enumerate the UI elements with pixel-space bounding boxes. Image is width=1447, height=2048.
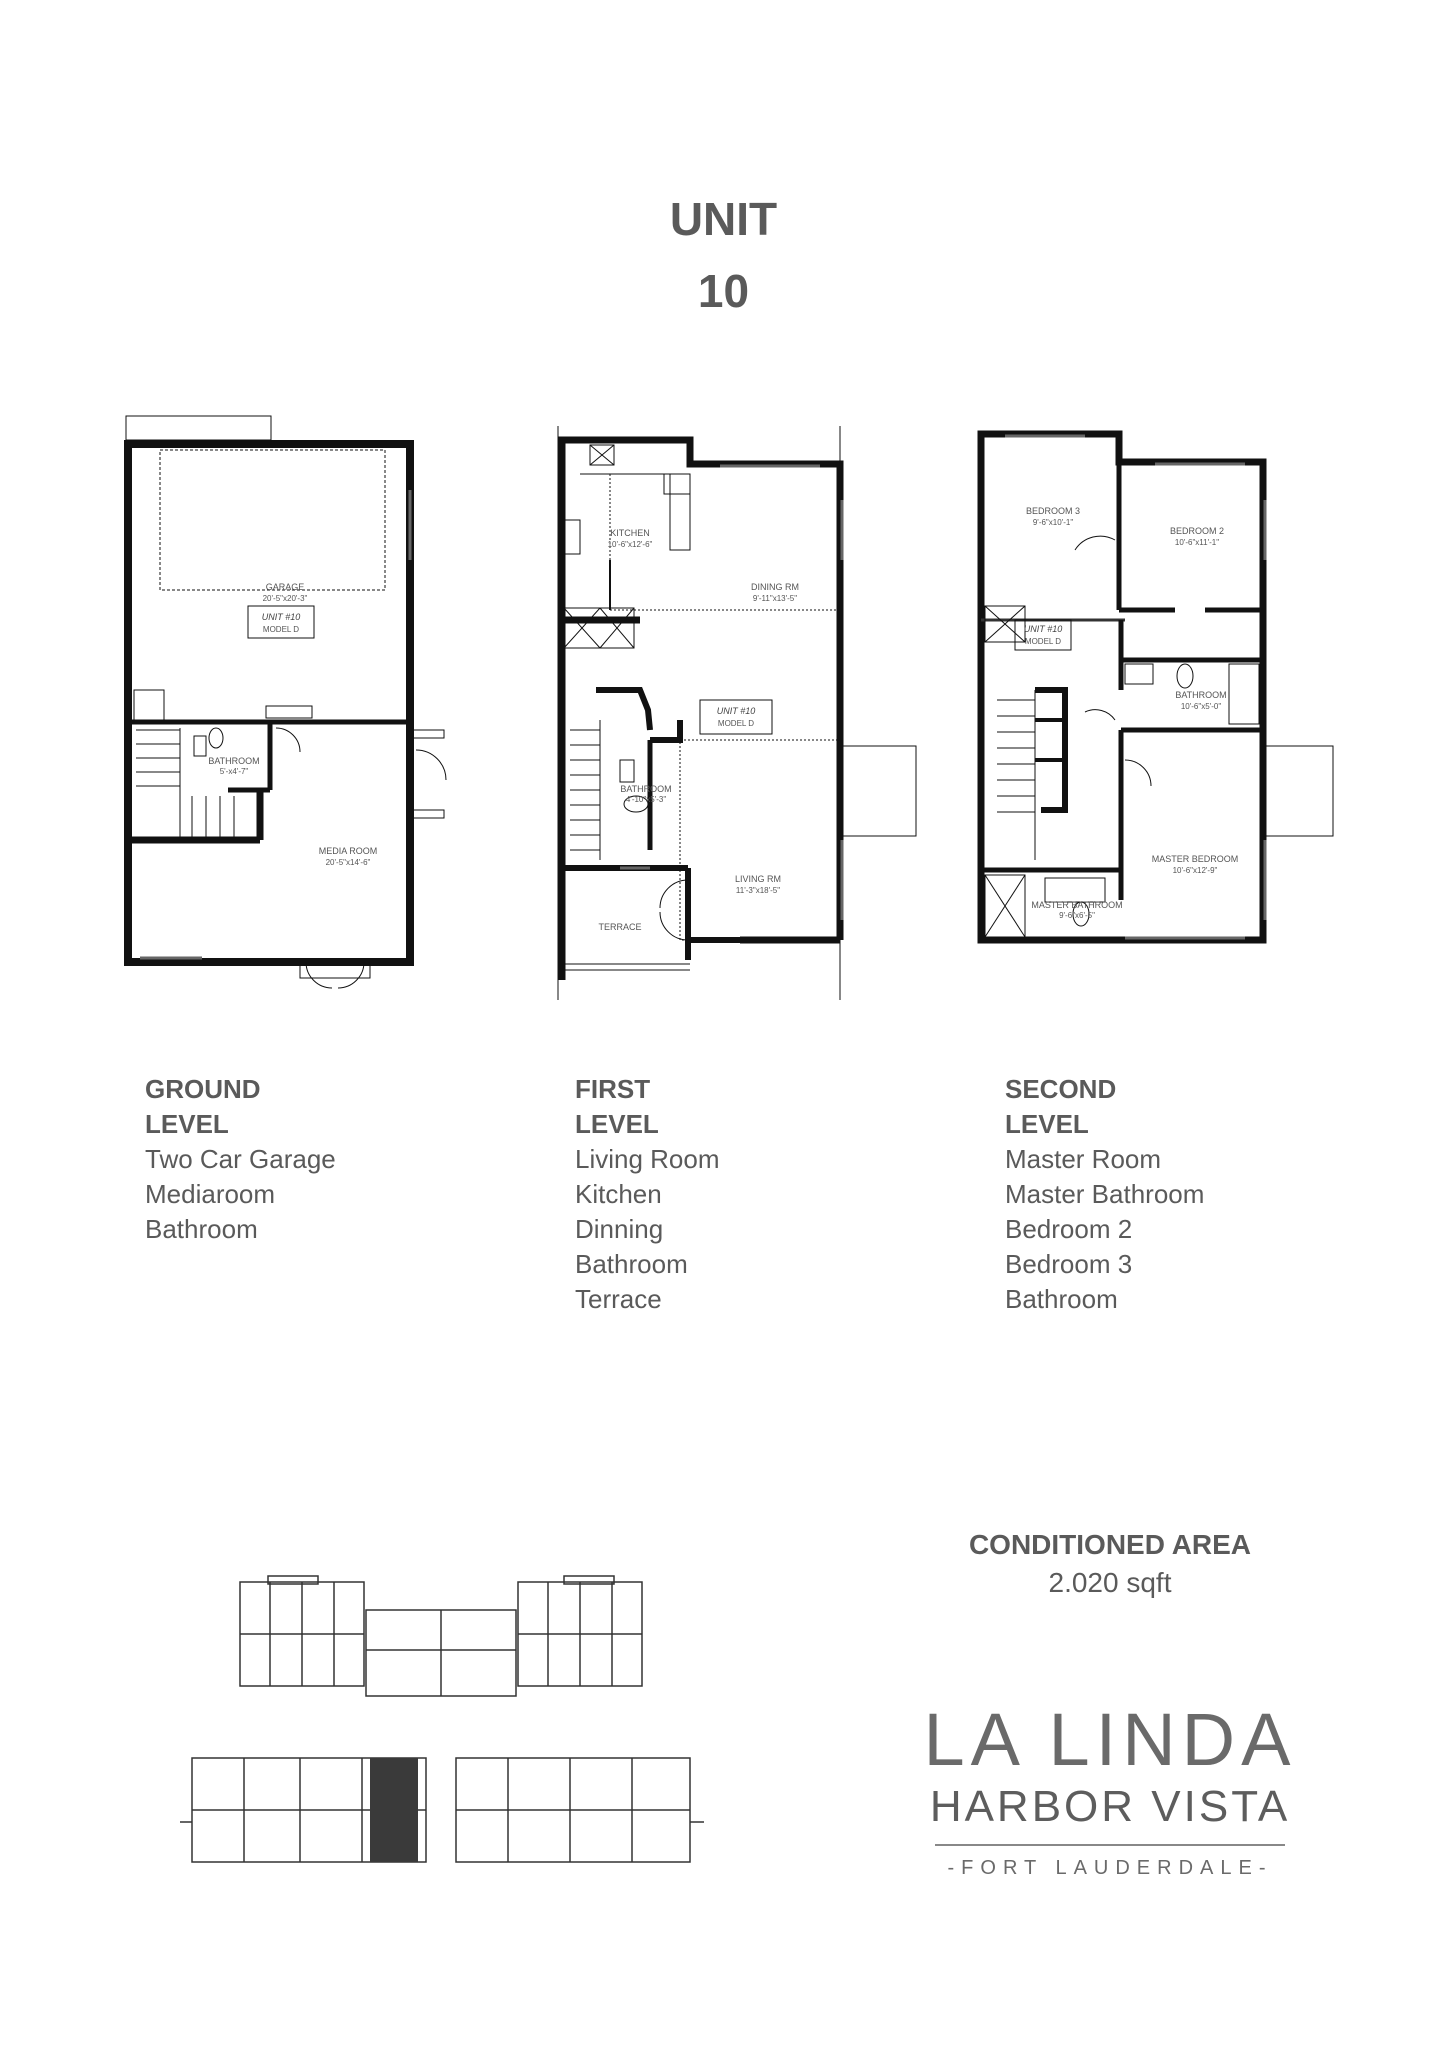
second-item: Master Bathroom bbox=[1005, 1179, 1205, 1209]
second-heading-2: LEVEL bbox=[1005, 1109, 1089, 1139]
garage-label: GARAGE bbox=[265, 582, 305, 592]
logo-divider bbox=[935, 1844, 1285, 1846]
unit-title: UNIT bbox=[669, 193, 778, 245]
bed3-label: BEDROOM 3 bbox=[1025, 506, 1081, 516]
second-level-plan bbox=[975, 420, 1345, 980]
master-bed-dim: 10'-6"x12'-9" bbox=[1172, 866, 1218, 875]
second-item: Bedroom 2 bbox=[1005, 1214, 1133, 1244]
kitchen-label: KITCHEN bbox=[610, 528, 650, 538]
second-item: Bathroom bbox=[1005, 1284, 1118, 1314]
master-bath-label: MASTER BATHROOM bbox=[1031, 900, 1123, 910]
first-item: Dinning bbox=[575, 1214, 664, 1244]
site-plan-upper bbox=[238, 1574, 648, 1694]
conditioned-area bbox=[900, 1526, 1320, 1602]
bed2-label: BEDROOM 2 bbox=[1169, 526, 1225, 536]
first-item: Bathroom bbox=[575, 1249, 688, 1279]
living-dim: 11'-3"x18'-5" bbox=[735, 886, 781, 895]
first-item: Kitchen bbox=[575, 1179, 662, 1209]
ground-model-label: MODEL D bbox=[262, 625, 300, 634]
first-item: Living Room bbox=[575, 1144, 720, 1174]
ground-bath-dim: 5'-x4'-7" bbox=[219, 767, 249, 776]
second-unit-label: UNIT #10 bbox=[1023, 624, 1063, 634]
garage-dim: 20'-5"x20'-3" bbox=[262, 594, 308, 603]
second-heading-1: SECOND bbox=[1005, 1074, 1117, 1104]
ground-item: Mediaroom bbox=[145, 1179, 276, 1209]
second-bath-label: BATHROOM bbox=[1175, 690, 1227, 700]
media-label: MEDIA ROOM bbox=[318, 846, 378, 856]
ground-heading-2: LEVEL bbox=[145, 1109, 229, 1139]
first-heading-1: FIRST bbox=[575, 1074, 651, 1104]
master-bath-dim: 9'-6"x6'-5" bbox=[1059, 911, 1095, 920]
unit-10-highlight bbox=[370, 1758, 418, 1862]
logo-line-2: HARBOR VISTA bbox=[929, 1782, 1291, 1831]
brand-logo bbox=[860, 1700, 1360, 1880]
ground-level-plan bbox=[120, 410, 500, 980]
first-item: Terrace bbox=[575, 1284, 662, 1314]
ground-bath-label: BATHROOM bbox=[208, 756, 260, 766]
ground-heading-1: GROUND bbox=[145, 1074, 261, 1104]
ground-item: Bathroom bbox=[145, 1214, 258, 1244]
media-dim: 20'-5"x14'-6" bbox=[325, 858, 371, 867]
second-item: Bedroom 3 bbox=[1005, 1249, 1133, 1279]
first-level-list bbox=[575, 1072, 720, 1317]
first-model-label: MODEL D bbox=[717, 719, 755, 728]
ground-item: Two Car Garage bbox=[145, 1144, 336, 1174]
logo-line-1: LA LINDA bbox=[923, 1698, 1297, 1781]
second-model-label: MODEL D bbox=[1024, 637, 1062, 646]
first-bath-dim: 4'-10"x5'-3" bbox=[625, 795, 667, 804]
bed3-dim: 9'-6"x10'-1" bbox=[1032, 518, 1074, 527]
logo-line-3: -FORT LAUDERDALE- bbox=[947, 1857, 1273, 1879]
living-label: LIVING RM bbox=[734, 874, 782, 884]
first-unit-label: UNIT #10 bbox=[716, 706, 756, 716]
conditioned-area-value: 2.020 sqft bbox=[1048, 1567, 1172, 1598]
conditioned-area-label: CONDITIONED AREA bbox=[968, 1529, 1252, 1560]
first-heading-2: LEVEL bbox=[575, 1109, 659, 1139]
second-item: Master Room bbox=[1005, 1144, 1162, 1174]
first-bath-label: BATHROOM bbox=[620, 784, 672, 794]
second-level-list bbox=[1005, 1072, 1204, 1317]
bed2-dim: 10'-6"x11'-1" bbox=[1174, 538, 1220, 547]
dining-dim: 9'-11"x13'-5" bbox=[752, 594, 798, 603]
terrace-label: TERRACE bbox=[598, 922, 642, 932]
dining-label: DINING RM bbox=[751, 582, 799, 592]
unit-number: 10 bbox=[697, 265, 750, 317]
ground-level-list bbox=[145, 1072, 336, 1247]
ground-unit-label: UNIT #10 bbox=[261, 612, 301, 622]
master-bed-label: MASTER BEDROOM bbox=[1151, 854, 1239, 864]
second-bath-dim: 10'-6"x5'-0" bbox=[1180, 702, 1222, 711]
first-level-plan bbox=[550, 420, 920, 1010]
site-plan-lower bbox=[178, 1752, 708, 1872]
kitchen-dim: 10'-6"x12'-6" bbox=[607, 540, 653, 549]
